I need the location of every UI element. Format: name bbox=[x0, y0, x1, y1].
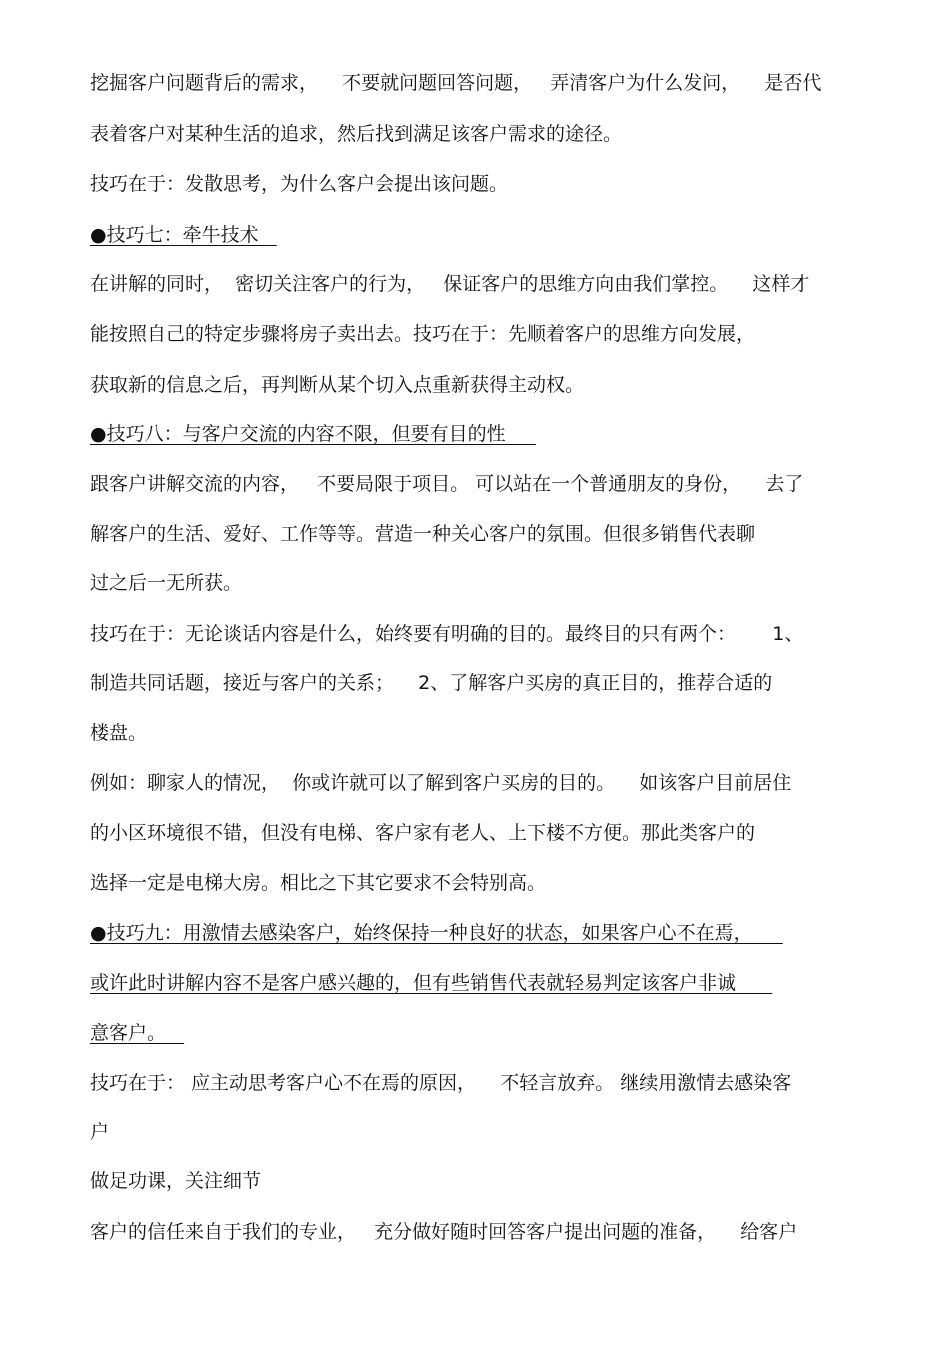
paragraph-line: 选择一定是电梯大房。相比之下其它要求不会特别高。 bbox=[90, 872, 547, 894]
section-heading-technique-9: ●技巧九：用激情去感染客户，始终保持一种良好的状态，如果客户心不在焉， bbox=[90, 922, 783, 944]
paragraph-line: 楼盘。 bbox=[90, 722, 148, 744]
section-heading-technique-9-end: 意客户。 bbox=[90, 1022, 185, 1044]
paragraph-line: 跟客户讲解交流的内容， 不要局限于项目。 可以站在一个普通朋友的身份， 去了 bbox=[90, 473, 804, 495]
paragraph-line: 例如：聊家人的情况， 你或许就可以了解到客户买房的目的。 如该客户目前居住 bbox=[90, 772, 792, 794]
paragraph-line: 获取新的信息之后，再判断从某个切入点重新获得主动权。 bbox=[90, 374, 585, 396]
paragraph-line: 户 bbox=[90, 1121, 110, 1143]
paragraph-line: 解客户的生活、爱好、工作等等。营造一种关心客户的氛围。但很多销售代表聊 bbox=[90, 523, 756, 545]
subsection-title: 做足功课，关注细节 bbox=[90, 1170, 262, 1192]
paragraph-line: 过之后一无所获。 bbox=[90, 572, 243, 594]
paragraph-line: 挖掘客户问题背后的需求， 不要就问题回答问题， 弄清客户为什么发问， 是否代 bbox=[90, 72, 822, 94]
paragraph-line: 能按照自己的特定步骤将房子卖出去。技巧在于：先顺着客户的思维方向发展， bbox=[90, 323, 756, 345]
paragraph-line: 表着客户对某种生活的追求，然后找到满足该客户需求的途径。 bbox=[90, 123, 623, 145]
paragraph-line: 客户的信任来自于我们的专业， 充分做好随时回答客户提出问题的准备， 给客户 bbox=[90, 1221, 798, 1243]
paragraph-line: 技巧在于：无论谈话内容是什么，始终要有明确的目的。最终目的只有两个： 1、 bbox=[90, 623, 804, 645]
paragraph-line: 的小区环境很不错，但没有电梯、客户家有老人、上下楼不方便。那此类客户的 bbox=[90, 822, 756, 844]
section-heading-technique-9-cont: 或许此时讲解内容不是客户感兴趣的，但有些销售代表就轻易判定该客户非诚 bbox=[90, 972, 773, 994]
paragraph-line: 在讲解的同时， 密切关注客户的行为， 保证客户的思维方向由我们掌控。 这样才 bbox=[90, 273, 810, 295]
section-heading-technique-7: ●技巧七：牵牛技术 bbox=[90, 224, 277, 246]
section-heading-technique-8: ●技巧八：与客户交流的内容不限，但要有目的性 bbox=[90, 423, 536, 445]
paragraph-line: 制造共同话题，接近与客户的关系； 2、了解客户买房的真正目的，推荐合适的 bbox=[90, 672, 773, 694]
paragraph-line: 技巧在于： 应主动思考客户心不在焉的原因， 不轻言放弃。 继续用激情去感染客 bbox=[90, 1072, 792, 1094]
paragraph-line: 技巧在于：发散思考，为什么客户会提出该问题。 bbox=[90, 173, 509, 195]
